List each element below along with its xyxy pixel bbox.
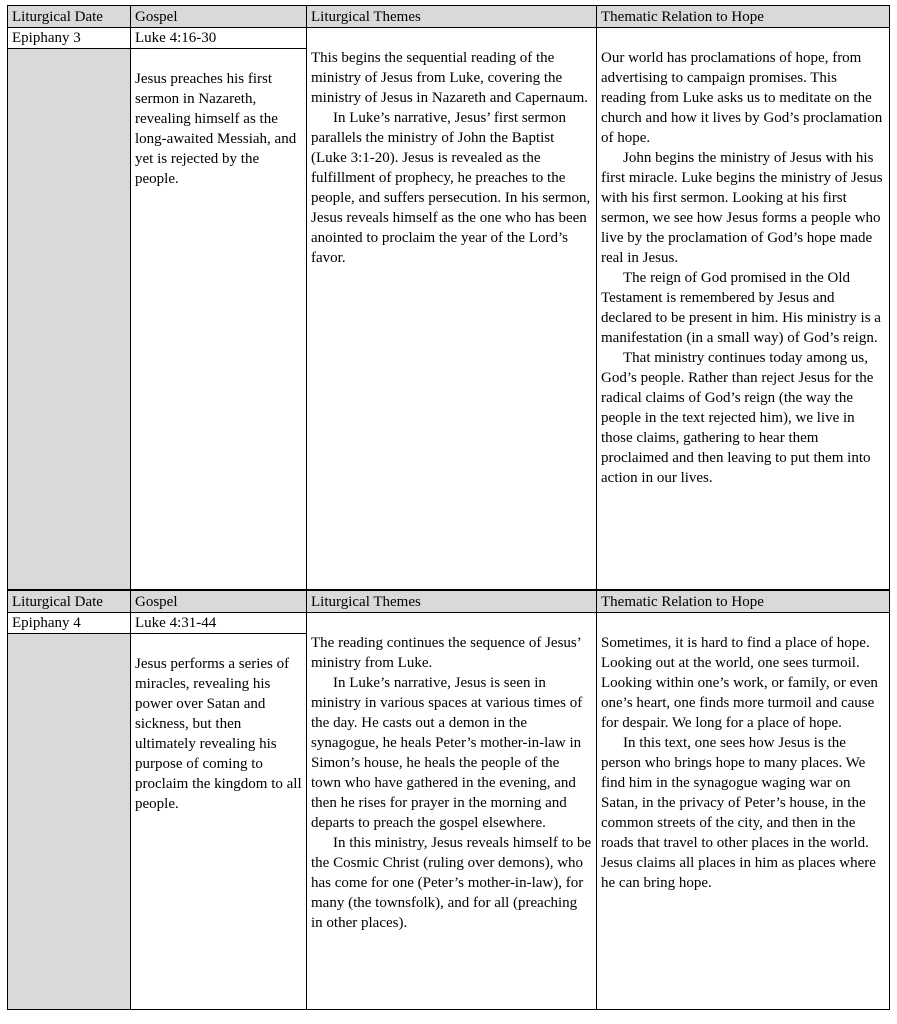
hope-paragraph: In this text, one sees how Jesus is the person who brings hope to many places. We find him in the synagogue waging war on Satan, in the privacy of Peter’s house, in the common streets of the city, and then in the roads that travel to other places in the world. Jesus claims all places in him as places where he can bring hope. xyxy=(601,735,876,891)
epiphany-3-table xyxy=(7,5,890,590)
entry-top-row xyxy=(8,613,890,634)
header-liturgical-date: Liturgical Date xyxy=(8,591,131,613)
hope-paragraph: Sometimes, it is hard to find a place of hope. Looking out at the world, one sees turmoil. Looking within one’s work, or family, or even one’s heart, one finds more turmoil and cause for despair. We long for a place of hope. xyxy=(601,635,878,731)
gospel-reference: Luke 4:31-44 xyxy=(131,613,307,634)
hope-paragraph: That ministry continues today among us, God’s people. Rather than reject Jesus for the radical claims of God’s reign (the way the people in the text rejected him), we live in those claims, gathering to hear them proclaimed and then leaving to put them into action in our lives. xyxy=(601,350,874,486)
hope-paragraph: Our world has proclamations of hope, from advertising to campaign promises. This reading from Luke asks us to meditate on the church and how it lives by God’s proclamation of hope. xyxy=(601,50,883,146)
date-shaded-cell xyxy=(8,49,131,590)
hope-relation-cell xyxy=(597,613,890,1010)
liturgical-themes-cell xyxy=(307,613,597,1010)
themes-paragraph: In Luke’s narrative, Jesus’ first sermon parallels the ministry of John the Baptist (Luke 3:1-20). Jesus is revealed as the fulfillment of prophecy, he preaches to the people, and suffers persecution. In his sermon, Jesus reveals himself as the one who has been anointed to proclaim the year of the Lord’s favor. xyxy=(311,110,591,266)
header-gospel: Gospel xyxy=(131,6,307,28)
header-thematic-relation: Thematic Relation to Hope xyxy=(597,591,890,613)
header-liturgical-date: Liturgical Date xyxy=(8,6,131,28)
header-liturgical-themes: Liturgical Themes xyxy=(307,591,597,613)
liturgical-themes-cell xyxy=(307,28,597,590)
themes-paragraph: This begins the sequential reading of the ministry of Jesus from Luke, covering the ministry of Jesus in Nazareth and Capernaum. xyxy=(311,50,589,106)
gospel-summary: Jesus preaches his first sermon in Nazareth, revealing himself as the long-awaited Messiah, and yet is rejected by the people. xyxy=(131,49,307,590)
epiphany-4-table xyxy=(7,590,890,1010)
header-row xyxy=(8,6,890,28)
themes-paragraph: The reading continues the sequence of Jesus’ ministry from Luke. xyxy=(311,635,581,671)
gospel-summary: Jesus performs a series of miracles, revealing his power over Satan and sickness, but then ultimately revealing his purpose of coming to proclaim the kingdom to all people. xyxy=(131,634,307,1010)
header-liturgical-themes: Liturgical Themes xyxy=(307,6,597,28)
header-row xyxy=(8,591,890,613)
header-thematic-relation: Thematic Relation to Hope xyxy=(597,6,890,28)
hope-paragraph: John begins the ministry of Jesus with his first miracle. Luke begins the ministry of Jesus with his first sermon. Looking at his first sermon, we see how Jesus forms a people who live by the proclamation of God’s hope made real in Jesus. xyxy=(601,150,883,266)
hope-relation-cell xyxy=(597,28,890,590)
liturgical-date: Epiphany 3 xyxy=(8,28,131,49)
hope-paragraph: The reign of God promised in the Old Testament is remembered by Jesus and declared to be present in him. His ministry is a manifestation (in a small way) of God’s reign. xyxy=(601,270,881,346)
entry-top-row xyxy=(8,28,890,49)
themes-paragraph: In this ministry, Jesus reveals himself to be the Cosmic Christ (ruling over demons), who has come for one (Peter’s mother-in-law), for many (the townsfolk), and for all (preaching in other places). xyxy=(311,835,592,931)
liturgical-date: Epiphany 4 xyxy=(8,613,131,634)
themes-paragraph: In Luke’s narrative, Jesus is seen in ministry in various spaces at various times of the day. He casts out a demon in the synagogue, he heals Peter’s mother-in-law in Simon’s house, he heals the people of the town who have gathered in the evening, and then he rises for prayer in the morning and departs to preach the gospel elsewhere. xyxy=(311,675,583,831)
date-shaded-cell xyxy=(8,634,131,1010)
gospel-reference: Luke 4:16-30 xyxy=(131,28,307,49)
header-gospel: Gospel xyxy=(131,591,307,613)
